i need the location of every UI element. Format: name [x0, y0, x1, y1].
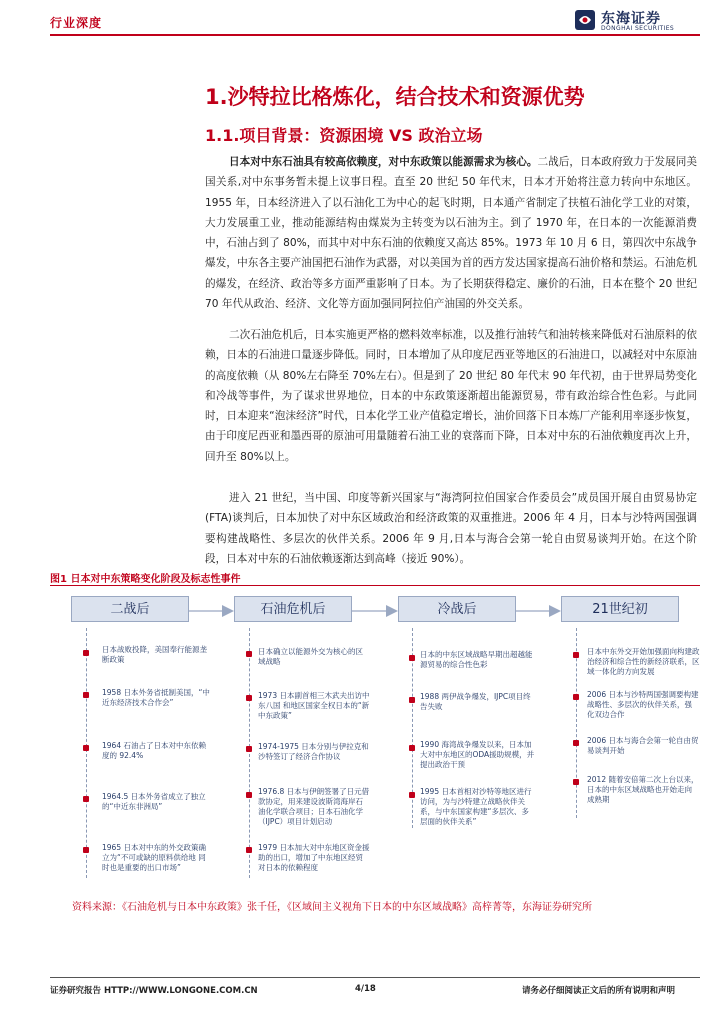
figure-rule	[50, 585, 700, 586]
event-marker	[83, 847, 89, 853]
event-marker	[573, 694, 579, 700]
timeline-event: 1964.5 日本外务省成立了独立的“中近东非洲局”	[102, 792, 206, 811]
timeline-event: 1988 两伊战争爆发，IJPC项目终告失败	[420, 692, 531, 711]
timeline-event: 1974-1975 日本分别与伊拉克和沙特签订了经济合作协议	[258, 742, 369, 761]
phase-box-cold-war: 冷战后	[398, 596, 516, 622]
figure-title: 图1 日本对中东策略变化阶段及标志性事件	[50, 574, 241, 585]
page-number: 4/18	[355, 984, 376, 994]
event-marker	[246, 651, 252, 657]
footer-disclaimer: 请务必仔细阅读正文后的所有说明和声明	[522, 986, 676, 996]
event-marker	[573, 740, 579, 746]
timeline-event: 日本中东外交开始加强面向构建政治经济和综合性的新经济联系，区域一体化的方向发展	[587, 647, 700, 676]
timeline-event: 1990 海湾战争爆发以来，日本加大对中东地区的ODA援助规模，并提出政治干预	[420, 740, 535, 769]
event-marker	[83, 692, 89, 698]
timeline-event: 日本确立以能源外交为核心的区域战略	[258, 647, 363, 666]
phase-box-oil-crisis: 石油危机后	[234, 596, 352, 622]
event-marker	[573, 779, 579, 785]
event-marker	[246, 746, 252, 752]
timeline-event: 1995 日本首相对沙特等地区进行访问，为与沙特建立战略伙伴关系，与中东国家构建“多层次、多层面的伙伴关系”	[420, 787, 532, 826]
paragraph-3: 进入 21 世纪，当中国、印度等新兴国家与“海湾阿拉伯国家合作委员会”成员国开展自由贸易协定(FTA)谈判后，日本加快了对中东区域政治和经济政策的双重推进。2006 年 4 月，日本与沙特两国强调要构建战略性、多层次的伙伴关系。2006 年 9 月,日本与海合会第一轮自由贸易谈判开始。在这个阶段，日本对中东的石油依赖逐渐达到高峰（接近 90%）。	[205, 492, 697, 565]
timeline-event: 日本的中东区域战略早期出超越能源贸易的综合性色彩	[420, 650, 533, 669]
phase-box-postwar: 二战后	[71, 596, 189, 622]
footer-rule	[50, 977, 700, 978]
timeline-event: 1973 日本副首相三木武夫出访中东八国 和地区国家全权日本的“新中东政策”	[258, 691, 370, 720]
timeline-event: 1964 石油占了日本对中东依赖度的 92.4%	[102, 741, 206, 760]
event-marker	[83, 650, 89, 656]
header-rule	[50, 34, 700, 36]
event-marker	[83, 745, 89, 751]
timeline-event: 日本战败投降，美国奉行能源垄断政策	[102, 645, 207, 664]
timeline-event: 2012 随着安倍第二次上台以来，日本的中东区域战略也开始走向成熟期	[587, 775, 699, 804]
event-marker	[409, 792, 415, 798]
footer-website[interactable]: 证券研究报告 HTTP://WWW.LONGONE.COM.CN	[50, 986, 258, 996]
paragraph-1	[205, 152, 697, 314]
event-marker	[246, 695, 252, 701]
timeline-line	[249, 628, 250, 878]
timeline-event: 2006 日本与海合会第一轮自由贸易谈判开始	[587, 736, 699, 755]
section-heading: 1.沙特拉比格炼化，结合技术和资源优势	[205, 85, 585, 109]
event-marker	[573, 652, 579, 658]
logo-name-cn: 东海证券	[601, 11, 661, 27]
phase-box-21st-century: 21世纪初	[561, 596, 679, 622]
timeline-event: 1958 日本外务省抵制美国，“中近东经济技术合作会”	[102, 688, 210, 707]
event-marker	[409, 655, 415, 661]
event-marker	[83, 796, 89, 802]
paragraph-1-lead: 日本对中东石油具有较高依赖度，对中东政策以能源需求为核心。	[229, 156, 538, 168]
timeline-event: 1976.8 日本与伊朗签署了日元借款协定，用来建设波斯湾海岸石油化学联合项目；日本石油化学（IJPC）项目计划启动	[258, 787, 370, 826]
timeline-line	[86, 628, 87, 878]
timeline-event: 2006 日本与沙特两国强调要构建战略性、多层次的伙伴关系，强化双边合作	[587, 690, 699, 719]
logo-mark-icon	[575, 10, 595, 30]
event-marker	[409, 697, 415, 703]
event-marker	[246, 792, 252, 798]
paragraph-1-body: 二战后，日本政府致力于发展同美国关系,对中东事务暂未提上议事日程。直至 20 世纪 50 年代末，日本才开始将注意力转向中东地区。1955 年，日本经济进入了以石油化工为中心的起飞时期，日本通产省制定了扶植石油化学工业的对策，大力发展重工业，推动能源结构由煤炭为主转变为以石油为主。到了 1970 年，在日本的一次能源消费中，石油占到了 80%，而其中对中东石油的依赖度又高达 85%。1973 年 10 月 6 日，第四次中东战争爆发，中东各主要产油国把石油作为武器，对以美国为首的西方发达国家提高石油价格和禁运。石油危机的爆发，在经济、政治等多方面严重影响了日本。为了长期获得稳定、廉价的石油，日本在整个 20 世纪 70 年代从政治、经济、文化等方面加强同阿拉伯产油国的外交关系。	[205, 156, 698, 311]
paragraph-2: 二次石油危机后，日本实施更严格的燃料效率标准，以及推行油转气和油转核来降低对石油原料的依赖，日本的石油进口量逐步降低。同时，日本增加了从印度尼西亚等地区的石油进口，以减轻对中东原油的高度依赖（从 80%左右降至 70%左右）。但是到了 20 世纪 80 年代末 90 年代初，由于世界局势变化和冷战等事件，为了谋求世界地位，日本的中东政策逐渐超出能源贸易，带有政治综合性色彩。与此同时，日本迎来“泡沫经济”时代，日本化学工业产值稳定增长，油价回落下日本炼厂产能利用率逐步恢复，由于印度尼西亚和墨西哥的原油可用量随着石油工业的衰落而下降，日本对中东的石油依赖度再次上升，回升至 80%以上。	[205, 329, 697, 463]
timeline-event: 1979 日本加大对中东地区资金援助的出口，增加了中东地区经贸对日本的依赖程度	[258, 843, 370, 872]
section-tag: 行业深度	[50, 16, 103, 30]
event-marker	[246, 847, 252, 853]
figure-source: 资料来源：《石油危机与日本中东政策》张千任，《区域间主义视角下日本的中东区域战略》高梓菁等，东海证券研究所	[72, 902, 592, 913]
company-logo	[575, 8, 707, 34]
event-marker	[409, 745, 415, 751]
timeline-event: 1965 日本对中东的外交政策确立为“不可或缺的原料供给地 同时也是重要的出口市场”	[102, 843, 206, 872]
logo-name-en: DONGHAI SECURITIES	[601, 25, 675, 32]
subsection-heading: 1.1.项目背景：资源困境 VS 政治立场	[205, 126, 483, 145]
